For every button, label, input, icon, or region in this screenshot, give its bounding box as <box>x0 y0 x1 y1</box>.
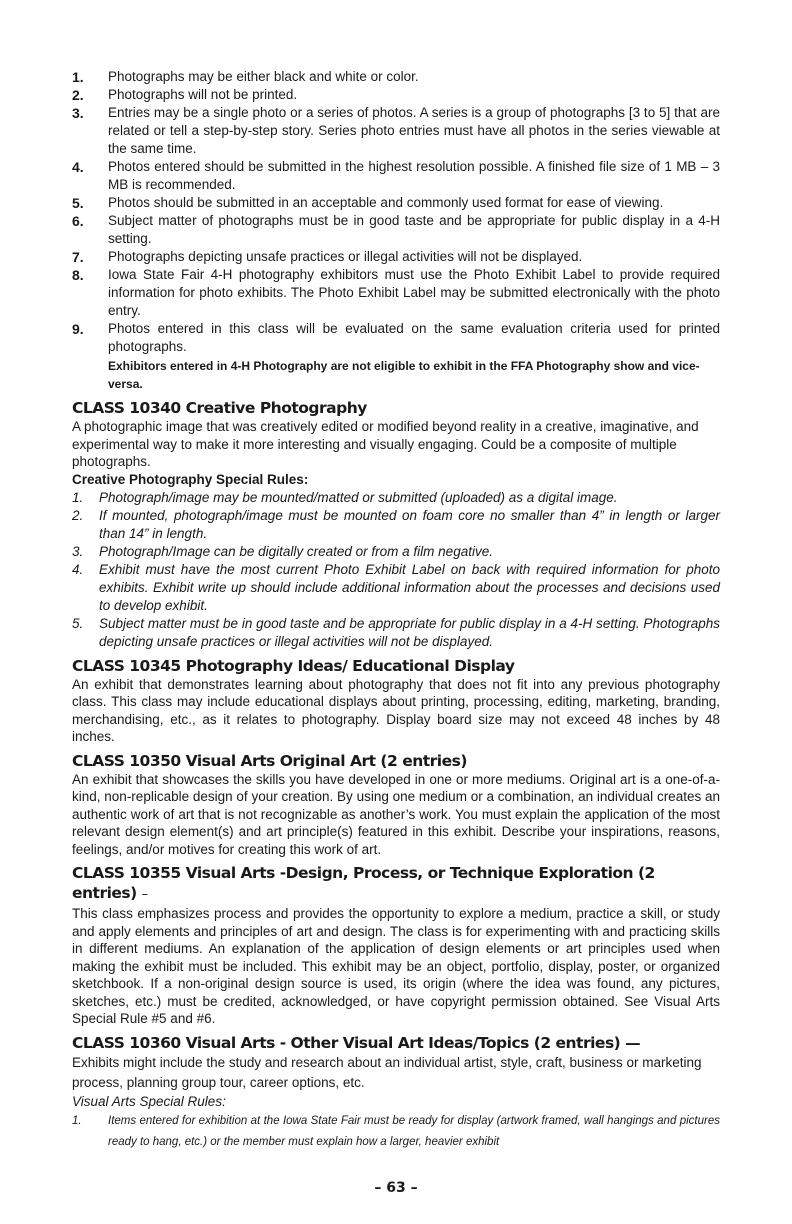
list-item: 8. Iowa State Fair 4-H photography exhibitors must use the Photo Exhibit Label to provide required information for photo exhibits. The Photo Exhibit Label may be submitted electronically with the photo entry. <box>72 267 720 318</box>
list-item: 9. Photos entered in this class will be evaluated on the same evaluation criteria used for printed photographs. <box>72 321 720 354</box>
list-item: 3. Entries may be a single photo or a series of photos. A series is a group of photographs [3 to 5] that are related or tell a step-by-step story. Series photo entries must have all photos in the series viewable at the same time. <box>72 105 720 156</box>
class-10350-heading: CLASS 10350 Visual Arts Original Art (2 entries) <box>72 751 467 770</box>
class-10350-description: An exhibit that showcases the skills you have developed in one or more mediums. Original art is a one-of-a-kind, non-replicable design of your creation. By using one medium or a combination, an individual creates an authentic work of art that is not recognizable as another’s work. You must explain the application of the most relevant design element(s) and art principle(s) featured in this exhibit. Describe your inspirations, reasons, feelings, and/or motives for creating this work of art. <box>72 771 720 857</box>
class-10355-heading: CLASS 10355 Visual Arts -Design, Process, or Technique Exploration (2 entries) – <box>72 864 655 902</box>
page-number: – 63 – <box>374 1180 418 1196</box>
visual-arts-rules-heading: Visual Arts Special Rules: <box>72 1093 226 1109</box>
list-item: 5. Subject matter must be in good taste and be appropriate for public display in a 4-H setting. Photographs depicting unsafe practices or illegal activities will not be displayed. <box>72 615 720 649</box>
creative-rules-heading: Creative Photography Special Rules: <box>72 471 309 487</box>
class-10345-description: An exhibit that demonstrates learning about photography that does not fit into any previous photography class. This class may include educational displays about printing, processing, editing, marketing, branding, merchandising, etc., as it relates to photography. Display board size may not exceed 48 inches by 48 inches. <box>72 676 720 744</box>
list-item: 4. Exhibit must have the most current Photo Exhibit Label on back with required information for photo exhibits. Exhibit write up should include additional information about the processes and decisions used to develop exhibit. <box>72 561 720 613</box>
class-10340-heading: CLASS 10340 Creative Photography <box>72 399 367 417</box>
list-item: 4. Photos entered should be submitted in the highest resolution possible. A finished file size of 1 MB – 3 MB is recommended. <box>72 159 720 192</box>
list-item: 3. Photograph/Image can be digitally created or from a film negative. <box>72 543 493 559</box>
class-10360-heading: CLASS 10360 Visual Arts - Other Visual Art Ideas/Topics (2 entries) — <box>72 1033 641 1052</box>
photography-rules-list <box>72 68 720 356</box>
list-item: 5. Photos should be submitted in an acceptable and commonly used format for ease of viewing. <box>72 195 664 211</box>
list-item: 2. Photographs will not be printed. <box>72 87 298 103</box>
class-10360-description: Exhibits might include the study and research about an individual artist, style, craft, business or marketing process, planning group tour, career options, etc. <box>72 1054 702 1090</box>
document-page <box>72 68 720 1153</box>
visual-arts-rules-list <box>72 1111 720 1153</box>
list-item: 7. Photographs depicting unsafe practices or illegal activities will not be displayed. <box>72 249 583 265</box>
list-item: 1. Items entered for exhibition at the Iowa State Fair must be ready for display (artwork framed, wall hangings and pictures ready to hang, etc.) or the member must explain how a larger, heavier exhibit <box>72 1114 720 1148</box>
list-item: 6. Subject matter of photographs must be in good taste and be appropriate for public display in a 4-H setting. <box>72 213 720 246</box>
class-10355-description: This class emphasizes process and provides the opportunity to explore a medium, practice a skill, or study and apply elements and principles of art and design. The class is for experimenting with and practicing skills in different mediums. An explanation of the application of design elements or art principles used when making the exhibit must be included. This exhibit may be an object, portfolio, display, poster, or organized sketchbook. If a non-original design source is used, its origin (where the idea was found, any pictures, sketches, etc.) must be credited, acknowledged, or have copyright permission obtained. See Visual Arts Special Rule #5 and #6. <box>72 906 720 1026</box>
list-item: 2. If mounted, photograph/image must be mounted on foam core no smaller than 4” in length or larger than 14” in length. <box>72 507 720 541</box>
creative-rules-list <box>72 489 720 651</box>
list-item: 1. Photographs may be either black and white or color. <box>72 69 419 85</box>
list-item: 1. Photograph/image may be mounted/matted or submitted (uploaded) as a digital image. <box>72 489 618 505</box>
class-10345-heading: CLASS 10345 Photography Ideas/ Educational Display <box>72 656 515 675</box>
class-10340-description: A photographic image that was creatively edited or modified beyond reality in a creative, imaginative, and experimental way to make it more interesting and visually engaging. Could be a composite of multiple photographs. <box>72 419 699 469</box>
ffa-eligibility-note: Exhibitors entered in 4-H Photography are not eligible to exhibit in the FFA Photography show and vice-versa. <box>108 359 700 391</box>
